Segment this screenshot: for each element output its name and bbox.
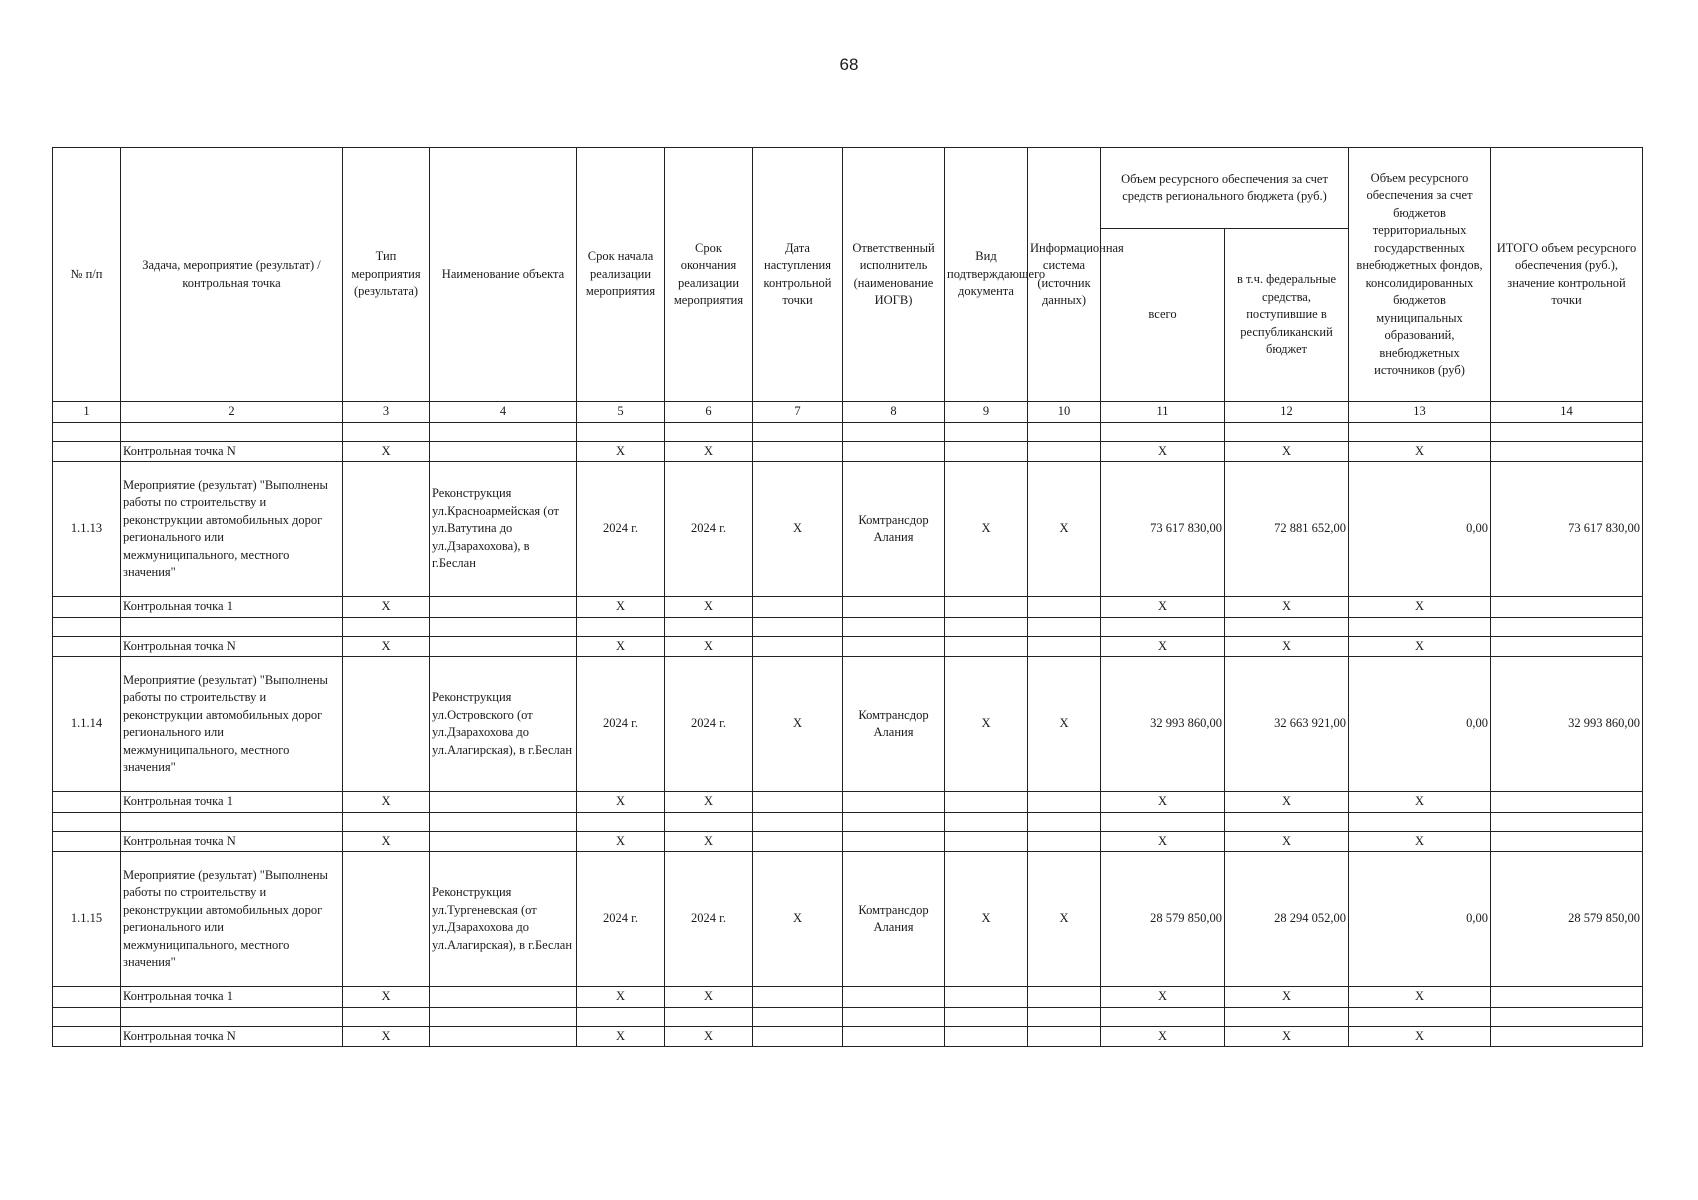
event-grand-total: 28 579 850,00 xyxy=(1491,852,1643,987)
mark-cell: X xyxy=(665,792,753,813)
mark-cell: X xyxy=(665,831,753,852)
control-point-label: Контрольная точка N xyxy=(121,831,343,852)
event-title: Мероприятие (результат) "Выполнены работы по строительству и реконструкции автомобильных дорог регионального или межмуниципального, местного значения" xyxy=(121,462,343,597)
event-end: 2024 г. xyxy=(665,852,753,987)
mark-cell: X xyxy=(1225,792,1349,813)
control-point-label: Контрольная точка 1 xyxy=(121,987,343,1008)
header-object: Наименование объекта xyxy=(430,148,577,402)
mark-cell: X xyxy=(577,987,665,1008)
mark-cell: X xyxy=(1349,1026,1491,1047)
event-start: 2024 г. xyxy=(577,657,665,792)
page-number: 68 xyxy=(839,55,859,74)
mark-cell: X xyxy=(1225,831,1349,852)
event-number: 1.1.14 xyxy=(53,657,121,792)
control-point-label: Контрольная точка N xyxy=(121,636,343,657)
control-point-label: Контрольная точка 1 xyxy=(121,597,343,618)
header-grand-total: ИТОГО объем ресурсного обеспечения (руб.), значение контрольной точки xyxy=(1491,148,1643,402)
column-number: 13 xyxy=(1349,402,1491,423)
column-number: 12 xyxy=(1225,402,1349,423)
header-federal: в т.ч. федеральные средства, поступившие в республиканский бюджет xyxy=(1225,229,1349,402)
control-point-row xyxy=(53,792,1643,813)
mark-cell: X xyxy=(1349,987,1491,1008)
mark-cell: X xyxy=(665,636,753,657)
column-number: 10 xyxy=(1028,402,1101,423)
mark-cell: X xyxy=(665,1026,753,1047)
mark-cell: X xyxy=(1101,1026,1225,1047)
blank-row xyxy=(53,812,1643,831)
mark-cell: X xyxy=(343,636,430,657)
mark-cell: X xyxy=(1349,792,1491,813)
mark-cell: X xyxy=(665,987,753,1008)
event-end: 2024 г. xyxy=(665,462,753,597)
mark-cell: X xyxy=(1101,792,1225,813)
event-other: 0,00 xyxy=(1349,462,1491,597)
column-number: 5 xyxy=(577,402,665,423)
event-federal: 28 294 052,00 xyxy=(1225,852,1349,987)
control-point-row xyxy=(53,831,1643,852)
event-title: Мероприятие (результат) "Выполнены работы по строительству и реконструкции автомобильных дорог регионального или межмуниципального, местного значения" xyxy=(121,657,343,792)
column-number: 14 xyxy=(1491,402,1643,423)
event-total: 28 579 850,00 xyxy=(1101,852,1225,987)
event-start: 2024 г. xyxy=(577,852,665,987)
header-info-system: Информационная система (источник данных) xyxy=(1028,148,1101,402)
column-number-row xyxy=(53,402,1643,423)
mark-cell: X xyxy=(1349,597,1491,618)
event-info-system: X xyxy=(1028,462,1101,597)
event-executor: Комтрансдор Алания xyxy=(843,462,945,597)
mark-cell: X xyxy=(343,441,430,462)
mark-cell: X xyxy=(343,597,430,618)
event-number: 1.1.13 xyxy=(53,462,121,597)
event-row xyxy=(53,852,1643,987)
header-other-budgets: Объем ресурсного обеспечения за счет бюджетов территориальных государственных внебюджетных фондов, консолидированных бюджетов муниципальных образований, внебюджетных источников (руб) xyxy=(1349,148,1491,402)
column-number: 6 xyxy=(665,402,753,423)
mark-cell: X xyxy=(577,636,665,657)
header-total: всего xyxy=(1101,229,1225,402)
mark-cell: X xyxy=(1349,441,1491,462)
mark-cell: X xyxy=(1101,441,1225,462)
event-grand-total: 32 993 860,00 xyxy=(1491,657,1643,792)
event-document: X xyxy=(945,462,1028,597)
event-federal: 32 663 921,00 xyxy=(1225,657,1349,792)
control-point-label: Контрольная точка N xyxy=(121,441,343,462)
event-document: X xyxy=(945,852,1028,987)
mark-cell: X xyxy=(1101,597,1225,618)
blank-row xyxy=(53,422,1643,441)
column-number: 3 xyxy=(343,402,430,423)
column-number: 1 xyxy=(53,402,121,423)
column-number: 7 xyxy=(753,402,843,423)
control-point-label: Контрольная точка N xyxy=(121,1026,343,1047)
header-regional-budget: Объем ресурсного обеспечения за счет средств регионального бюджета (руб.) xyxy=(1101,148,1349,229)
header-row xyxy=(53,148,1643,229)
mark-cell: X xyxy=(1225,1026,1349,1047)
control-point-row xyxy=(53,441,1643,462)
mark-cell: X xyxy=(1349,636,1491,657)
event-control-date: X xyxy=(753,852,843,987)
column-number: 4 xyxy=(430,402,577,423)
header-number: № п/п xyxy=(53,148,121,402)
header-document: Вид подтверждающего документа xyxy=(945,148,1028,402)
column-number: 2 xyxy=(121,402,343,423)
header-start: Срок начала реализации мероприятия xyxy=(577,148,665,402)
mark-cell: X xyxy=(577,597,665,618)
event-object: Реконструкция ул.Красноармейская (от ул.Ватутина до ул.Дзарахохова), в г.Беслан xyxy=(430,462,577,597)
header-executor: Ответственный исполнитель (наименование ИОГВ) xyxy=(843,148,945,402)
event-end: 2024 г. xyxy=(665,657,753,792)
control-point-row xyxy=(53,597,1643,618)
resource-plan-table xyxy=(52,147,1643,1047)
event-row xyxy=(53,462,1643,597)
column-number: 8 xyxy=(843,402,945,423)
mark-cell: X xyxy=(343,987,430,1008)
mark-cell: X xyxy=(1349,831,1491,852)
blank-row xyxy=(53,1007,1643,1026)
mark-cell: X xyxy=(577,792,665,813)
mark-cell: X xyxy=(1101,636,1225,657)
mark-cell: X xyxy=(1101,831,1225,852)
header-task: Задача, мероприятие (результат) / контрольная точка xyxy=(121,148,343,402)
column-number: 9 xyxy=(945,402,1028,423)
event-number: 1.1.15 xyxy=(53,852,121,987)
event-info-system: X xyxy=(1028,852,1101,987)
event-total: 32 993 860,00 xyxy=(1101,657,1225,792)
event-object: Реконструкция ул.Островского (от ул.Дзарахохова до ул.Алагирская), в г.Беслан xyxy=(430,657,577,792)
event-control-date: X xyxy=(753,462,843,597)
event-object: Реконструкция ул.Тургеневская (от ул.Дзарахохова до ул.Алагирская), в г.Беслан xyxy=(430,852,577,987)
event-document: X xyxy=(945,657,1028,792)
event-other: 0,00 xyxy=(1349,657,1491,792)
event-total: 73 617 830,00 xyxy=(1101,462,1225,597)
mark-cell: X xyxy=(1225,636,1349,657)
mark-cell: X xyxy=(577,831,665,852)
mark-cell: X xyxy=(1101,987,1225,1008)
mark-cell: X xyxy=(577,441,665,462)
mark-cell: X xyxy=(665,597,753,618)
event-executor: Комтрансдор Алания xyxy=(843,852,945,987)
event-title: Мероприятие (результат) "Выполнены работы по строительству и реконструкции автомобильных дорог регионального или межмуниципального, местного значения" xyxy=(121,852,343,987)
header-control-date: Дата наступления контрольной точки xyxy=(753,148,843,402)
mark-cell: X xyxy=(1225,441,1349,462)
mark-cell: X xyxy=(665,441,753,462)
event-info-system: X xyxy=(1028,657,1101,792)
mark-cell: X xyxy=(1225,987,1349,1008)
mark-cell: X xyxy=(1225,597,1349,618)
mark-cell: X xyxy=(577,1026,665,1047)
event-control-date: X xyxy=(753,657,843,792)
header-end: Срок окончания реализации мероприятия xyxy=(665,148,753,402)
event-row xyxy=(53,657,1643,792)
event-other: 0,00 xyxy=(1349,852,1491,987)
control-point-label: Контрольная точка 1 xyxy=(121,792,343,813)
control-point-row xyxy=(53,636,1643,657)
control-point-row xyxy=(53,1026,1643,1047)
event-start: 2024 г. xyxy=(577,462,665,597)
control-point-row xyxy=(53,987,1643,1008)
event-grand-total: 73 617 830,00 xyxy=(1491,462,1643,597)
mark-cell: X xyxy=(343,1026,430,1047)
event-federal: 72 881 652,00 xyxy=(1225,462,1349,597)
mark-cell: X xyxy=(343,792,430,813)
blank-row xyxy=(53,617,1643,636)
event-executor: Комтрансдор Алания xyxy=(843,657,945,792)
header-type: Тип мероприятия (результата) xyxy=(343,148,430,402)
column-number: 11 xyxy=(1101,402,1225,423)
mark-cell: X xyxy=(343,831,430,852)
